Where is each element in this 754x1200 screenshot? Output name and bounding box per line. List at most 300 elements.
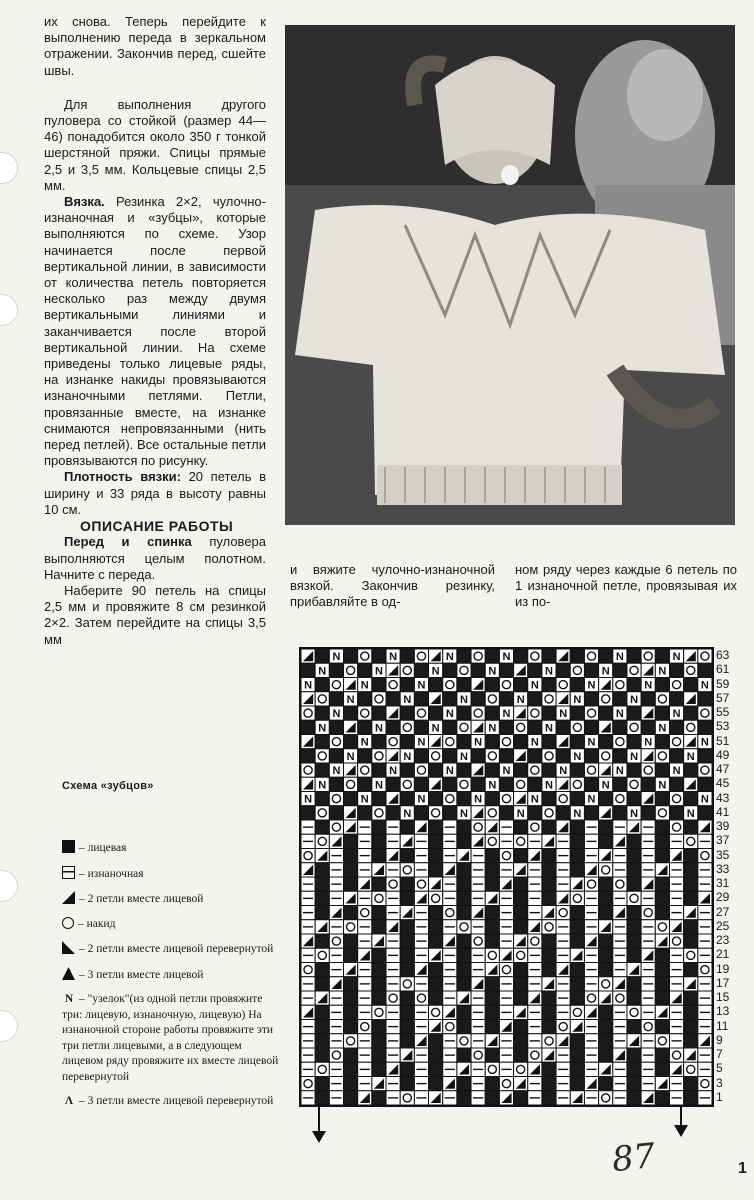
svg-text:N: N <box>403 750 412 763</box>
svg-text:N: N <box>516 807 525 820</box>
svg-text:N: N <box>587 679 596 692</box>
row-number-label: 3 <box>716 1075 723 1090</box>
chart-cell <box>301 863 315 877</box>
chart-cell <box>528 692 542 706</box>
chart-cell <box>414 720 428 734</box>
chart-cell <box>372 849 386 863</box>
svg-text:N: N <box>644 679 653 692</box>
chart-cell <box>499 749 513 763</box>
chart-cell <box>556 777 570 791</box>
chart-cell <box>613 1020 627 1034</box>
chart-cell <box>669 1020 683 1034</box>
chart-cell <box>655 948 669 962</box>
chart-cell <box>613 820 627 834</box>
chart-cell <box>329 735 343 749</box>
chart-cell <box>514 735 528 749</box>
chart-cell <box>556 692 570 706</box>
chart-cell <box>528 820 542 834</box>
legend-item <box>62 891 280 908</box>
chart-cell <box>584 820 598 834</box>
chart-cell <box>556 891 570 905</box>
chart-cell <box>528 663 542 677</box>
chart-cell <box>471 863 485 877</box>
chart-cell <box>414 806 428 820</box>
row-number-label: 5 <box>716 1061 723 1076</box>
chart-cell <box>584 977 598 991</box>
chart-cell <box>570 1005 584 1019</box>
chart-cell <box>329 863 343 877</box>
chart-cell <box>315 749 329 763</box>
materials-paragraph: Для выполнения другого пуловера со стойкой (размер 44—46) понадобится около 350 г тонкой шерстяной пряжи. Спицы прямые 2,5 и 3,5 мм. Кольцевые спицы 2,5 мм. <box>44 96 266 193</box>
chart-cell <box>584 806 598 820</box>
chart-cell <box>443 1048 457 1062</box>
chart-cell <box>329 820 343 834</box>
chart-cell <box>485 963 499 977</box>
chart-cell <box>358 1034 372 1048</box>
chart-cell <box>485 934 499 948</box>
chart-cell <box>358 777 372 791</box>
chart-cell <box>329 706 343 720</box>
chart-cell <box>457 834 471 848</box>
chart-cell <box>542 777 556 791</box>
chart-cell <box>584 963 598 977</box>
chart-cell <box>584 663 598 677</box>
chart-cell <box>556 963 570 977</box>
chart-cell <box>386 834 400 848</box>
chart-cell <box>499 877 513 891</box>
chart-cell <box>301 834 315 848</box>
chart-cell <box>514 777 528 791</box>
chart-cell <box>414 920 428 934</box>
chart-cell <box>669 906 683 920</box>
chart-cell <box>570 906 584 920</box>
chart-cell <box>684 1048 698 1062</box>
chart-cell <box>386 906 400 920</box>
chart-cell <box>429 948 443 962</box>
legend-text: – лицевая <box>79 842 127 854</box>
chart-cell <box>358 920 372 934</box>
chart-cell <box>344 863 358 877</box>
chart-cell <box>499 977 513 991</box>
chart-cell <box>514 749 528 763</box>
chart-cell <box>613 749 627 763</box>
chart-cell <box>641 1034 655 1048</box>
chart-cell <box>669 877 683 891</box>
chart-cell <box>414 663 428 677</box>
row-number-label: 61 <box>716 662 730 677</box>
chart-cell <box>358 763 372 777</box>
svg-text:N: N <box>530 793 539 806</box>
chart-cell <box>570 749 584 763</box>
chart-cell <box>514 763 528 777</box>
chart-cell <box>584 1005 598 1019</box>
chart-cell <box>698 649 712 663</box>
chart-cell <box>627 777 641 791</box>
chart-cell <box>669 863 683 877</box>
chart-cell <box>669 735 683 749</box>
chart-cell <box>457 920 471 934</box>
chart-cell <box>457 963 471 977</box>
chart-cell <box>443 934 457 948</box>
chart-cell <box>599 891 613 905</box>
chart-cell <box>698 678 712 692</box>
chart-cell <box>400 991 414 1005</box>
chart-cell <box>499 1020 513 1034</box>
chart-cell <box>570 1020 584 1034</box>
chart-cell <box>655 891 669 905</box>
chart-cell <box>542 792 556 806</box>
chart-cell <box>358 735 372 749</box>
chart-cell <box>372 863 386 877</box>
chart-cell <box>684 1034 698 1048</box>
chart-cell <box>641 1077 655 1091</box>
chart-cell <box>684 792 698 806</box>
chart-cell <box>315 720 329 734</box>
chart-cell <box>599 1005 613 1019</box>
chart-cell <box>584 777 598 791</box>
schema-title: Схема «зубцов» <box>62 780 154 792</box>
chart-cell <box>429 920 443 934</box>
chart-cell <box>570 920 584 934</box>
chart-cell <box>414 863 428 877</box>
chart-cell <box>698 849 712 863</box>
chart-cell <box>471 706 485 720</box>
chart-cell <box>528 749 542 763</box>
chart-cell <box>613 678 627 692</box>
chart-cell <box>556 763 570 777</box>
chart-cell <box>627 1077 641 1091</box>
chart-cell <box>429 834 443 848</box>
chart-cell <box>627 763 641 777</box>
chart-cell <box>669 820 683 834</box>
chart-cell <box>386 792 400 806</box>
legend-item <box>62 1094 280 1110</box>
chart-cell <box>528 963 542 977</box>
chart-cell <box>414 948 428 962</box>
chart-cell <box>499 735 513 749</box>
chart-cell <box>443 720 457 734</box>
chart-cell <box>485 977 499 991</box>
chart-cell <box>556 663 570 677</box>
chart-cell <box>386 806 400 820</box>
svg-text:N: N <box>360 736 369 749</box>
chart-cell <box>329 1020 343 1034</box>
density-label: Плотность вязки: <box>64 469 181 485</box>
chart-cell <box>386 777 400 791</box>
row-number-label: 53 <box>716 719 730 734</box>
chart-cell <box>599 806 613 820</box>
chart-cell <box>429 906 443 920</box>
chart-cell <box>599 678 613 692</box>
chart-cell <box>528 920 542 934</box>
chart-cell <box>344 735 358 749</box>
chart-cell <box>599 820 613 834</box>
svg-text:N: N <box>630 807 639 820</box>
svg-text:N: N <box>559 765 568 778</box>
chart-cell <box>514 834 528 848</box>
chart-cell <box>669 1005 683 1019</box>
chart-cell <box>485 777 499 791</box>
svg-text:N: N <box>502 651 511 664</box>
chart-cell <box>414 849 428 863</box>
chart-cell <box>584 1034 598 1048</box>
chart-cell <box>514 849 528 863</box>
knitting-paragraph <box>44 194 266 469</box>
chart-cell <box>329 649 343 663</box>
chart-cell <box>358 1062 372 1076</box>
chart-cell <box>669 849 683 863</box>
chart-cell <box>429 849 443 863</box>
legend-item <box>62 941 280 958</box>
bobble-n-icon: N <box>64 993 74 1005</box>
chart-cell <box>372 1062 386 1076</box>
chart-cell <box>457 735 471 749</box>
chart-cell <box>400 963 414 977</box>
chart-cell <box>443 706 457 720</box>
chart-cell <box>372 806 386 820</box>
chart-cell <box>499 777 513 791</box>
chart-cell <box>627 1048 641 1062</box>
chart-cell <box>514 1020 528 1034</box>
chart-cell <box>386 706 400 720</box>
chart-cell <box>556 1005 570 1019</box>
chart-cell <box>400 948 414 962</box>
chart-cell <box>344 1048 358 1062</box>
svg-text:N: N <box>460 750 468 763</box>
chart-cell <box>499 849 513 863</box>
chart-cell <box>570 763 584 777</box>
svg-text:N: N <box>488 779 497 792</box>
chart-cell <box>315 991 329 1005</box>
chart-cell <box>429 720 443 734</box>
chart-cell <box>613 1048 627 1062</box>
chart-cell <box>698 1062 712 1076</box>
chart-cell <box>485 792 499 806</box>
chart-cell <box>684 948 698 962</box>
chart-cell <box>372 906 386 920</box>
svg-text:N: N <box>545 665 553 678</box>
svg-text:N: N <box>374 779 383 792</box>
chart-cell <box>499 806 513 820</box>
chart-cell <box>584 934 598 948</box>
chart-cell <box>471 934 485 948</box>
chart-cell <box>641 1020 655 1034</box>
chart-cell <box>443 891 457 905</box>
chart-cell <box>372 692 386 706</box>
chart-cell <box>414 706 428 720</box>
chart-cell <box>599 920 613 934</box>
chart-cell <box>301 792 315 806</box>
row-number-label: 17 <box>716 975 730 990</box>
chart-cell <box>556 834 570 848</box>
chart-cell <box>641 706 655 720</box>
chart-cell <box>372 1020 386 1034</box>
chart-cell <box>429 1091 443 1105</box>
chart-cell <box>698 1048 712 1062</box>
svg-text:N: N <box>700 679 709 692</box>
chart-cell <box>641 763 655 777</box>
knitting-text: Резинка 2×2, чулочно-изнаночная и «зубцы», которые выполняются по схеме. Узор начинается после первой вертикальной линии, в зависимости от количества петель повторяется несколько раз между двумя вертикальными линиями и заканчивается после второй вертикальной линии. На схеме приведены только лицевые ряды, на изнанке накиды провязываются изнаночными петлями. Петли, провязанные вместе, на изнанке снимаются непровязанными (нить перед петлей). Все остальные петли провязываются по рисунку. <box>44 194 266 469</box>
chart-cell <box>570 1062 584 1076</box>
chart-cell <box>485 877 499 891</box>
chart-cell <box>443 1091 457 1105</box>
chart-cell <box>344 792 358 806</box>
chart-cell <box>542 891 556 905</box>
purl-square-icon <box>62 866 75 879</box>
chart-cell <box>542 1020 556 1034</box>
chart-cell <box>570 678 584 692</box>
chart-cell <box>613 834 627 848</box>
chart-cell <box>471 991 485 1005</box>
chart-cell <box>358 948 372 962</box>
chart-cell <box>485 692 499 706</box>
svg-text:N: N <box>445 651 454 664</box>
chart-cell <box>528 1091 542 1105</box>
chart-cell <box>499 963 513 977</box>
chart-cell <box>471 948 485 962</box>
chart-cell <box>414 678 428 692</box>
chart-cell <box>386 948 400 962</box>
row-number-label: 11 <box>716 1018 729 1033</box>
row-number-label: 51 <box>716 733 730 748</box>
chart-cell <box>443 991 457 1005</box>
chart-cell <box>386 891 400 905</box>
chart-cell <box>358 820 372 834</box>
chart-cell <box>485 720 499 734</box>
chart-cell <box>698 749 712 763</box>
chart-cell <box>655 735 669 749</box>
chart-cell <box>613 934 627 948</box>
chart-cell <box>655 920 669 934</box>
chart-cell <box>315 1091 329 1105</box>
chart-cell <box>315 777 329 791</box>
chart-cell <box>443 1062 457 1076</box>
chart-cell <box>457 1048 471 1062</box>
chart-cell <box>627 920 641 934</box>
chart-cell <box>344 649 358 663</box>
chart-cell <box>542 963 556 977</box>
chart-cell <box>358 906 372 920</box>
chart-cell <box>528 834 542 848</box>
chart-cell <box>471 763 485 777</box>
chart-cell <box>669 763 683 777</box>
chart-cell <box>698 820 712 834</box>
chart-cell <box>301 735 315 749</box>
chart-cell <box>528 1048 542 1062</box>
svg-text:N: N <box>346 750 355 763</box>
chart-cell <box>514 649 528 663</box>
chart-cell <box>443 834 457 848</box>
chart-cell <box>514 663 528 677</box>
chart-cell <box>556 977 570 991</box>
chart-cell <box>329 934 343 948</box>
chart-cell <box>514 991 528 1005</box>
chart-cell <box>443 663 457 677</box>
svg-text:N: N <box>700 793 709 806</box>
chart-cell <box>358 663 372 677</box>
svg-text:N: N <box>630 693 639 706</box>
chart-cell <box>514 863 528 877</box>
chart-cell <box>400 663 414 677</box>
chart-cell <box>528 806 542 820</box>
chart-cell <box>641 877 655 891</box>
chart-cell <box>641 649 655 663</box>
chart-cell <box>627 749 641 763</box>
row-number-label: 9 <box>716 1032 723 1047</box>
chart-cell <box>301 777 315 791</box>
chart-cell <box>301 1005 315 1019</box>
chart-cell <box>655 706 669 720</box>
chart-cell <box>684 777 698 791</box>
chart-cell <box>414 792 428 806</box>
chart-cell <box>471 735 485 749</box>
svg-text:N: N <box>431 665 440 678</box>
legend-text: – "узелок"(из одной петли провяжите три: лицевую, изнаночную, лицевую) На изнаночной стороне работы провяжите эти три петли лицевыми, а в следующем лицевом ряду провяжите их вместе лицевой перевернутой <box>62 993 279 1083</box>
chart-cell <box>528 792 542 806</box>
chart-cell <box>698 891 712 905</box>
chart-cell <box>301 663 315 677</box>
chart-cell <box>669 706 683 720</box>
chart-cell <box>528 948 542 962</box>
row-number-label: 55 <box>716 705 730 719</box>
chart-cell <box>655 934 669 948</box>
svg-text:N: N <box>573 693 582 706</box>
chart-cell <box>655 749 669 763</box>
chart-cell <box>542 692 556 706</box>
chart-cell <box>556 792 570 806</box>
chart-cell <box>570 977 584 991</box>
chart-cell <box>344 1077 358 1091</box>
chart-cell <box>641 991 655 1005</box>
chart-cell <box>372 948 386 962</box>
chart-cell <box>514 820 528 834</box>
chart-cell <box>556 678 570 692</box>
chart-cell <box>457 749 471 763</box>
chart-cell <box>372 1077 386 1091</box>
chart-cell <box>627 820 641 834</box>
chart-cell <box>599 834 613 848</box>
chart-cell <box>641 948 655 962</box>
svg-text:N: N <box>658 665 667 678</box>
chart-cell <box>499 934 513 948</box>
chart-cell <box>655 1048 669 1062</box>
chart-cell <box>669 777 683 791</box>
chart-cell <box>372 891 386 905</box>
chart-cell <box>315 891 329 905</box>
chart-cell <box>344 920 358 934</box>
chart-cell <box>414 777 428 791</box>
chart-cell <box>514 891 528 905</box>
chart-cell <box>684 863 698 877</box>
chart-cell <box>684 991 698 1005</box>
chart-cell <box>641 849 655 863</box>
chart-cell <box>599 849 613 863</box>
chart-cell <box>358 863 372 877</box>
chart-cell <box>627 948 641 962</box>
chart-cell <box>542 1077 556 1091</box>
chart-cell <box>584 948 598 962</box>
chart-cell <box>499 1091 513 1105</box>
chart-cell <box>471 649 485 663</box>
chart-cell <box>301 891 315 905</box>
chart-cell <box>471 1077 485 1091</box>
svg-text:N: N <box>573 807 582 820</box>
chart-cell <box>329 1062 343 1076</box>
chart-cell <box>400 1034 414 1048</box>
chart-cell <box>669 1091 683 1105</box>
chart-cell <box>698 906 712 920</box>
chart-cell <box>471 1062 485 1076</box>
